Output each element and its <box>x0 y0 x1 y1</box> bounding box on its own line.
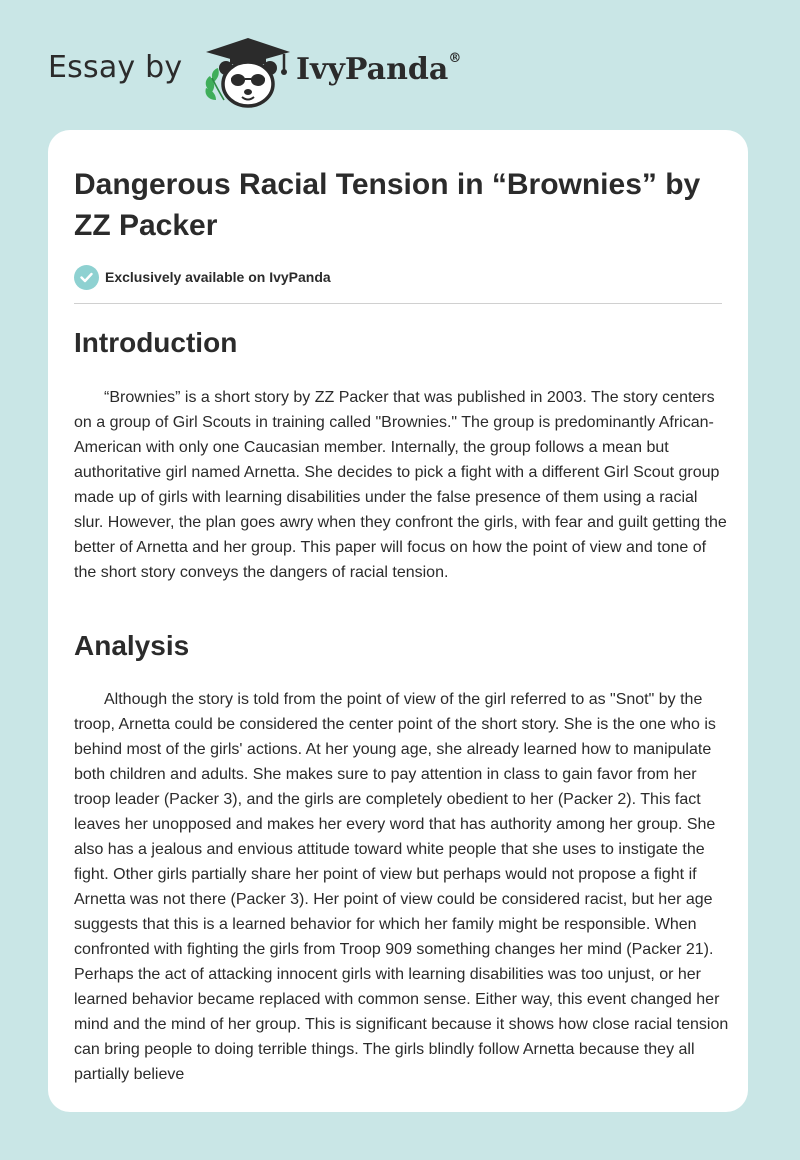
site-header <box>0 0 800 120</box>
essay-card <box>48 130 748 1112</box>
exclusive-badge-label: Exclusively available on IvyPanda <box>105 269 331 285</box>
title-divider <box>74 303 722 304</box>
exclusive-badge <box>74 264 331 290</box>
section-heading-analysis: Analysis <box>74 630 190 661</box>
section-paragraph-introduction: “Brownies” is a short story by ZZ Packer that was published in 2003. The story centers on a group of Girl Scouts in training called "Brownies." The group is predominantly African-American with only one Caucasian member. Internally, the group follows a mean but authoritative girl named Arnetta. She decides to pick a fight with a different Girl Scout group made up of girls with learning disabilities under the false presence of them using a racial slur. However, the plan goes awry when they confront the girls, with fear and guilt getting the better of Arnetta and her group. This paper will focus on how the point of view and tone of the short story conveys the dangers of racial tension. <box>74 389 727 581</box>
brand-name[interactable] <box>296 52 461 87</box>
essay-title: Dangerous Racial Tension in “Brownies” by ZZ Packer <box>74 168 701 242</box>
section-heading-introduction: Introduction <box>74 327 238 358</box>
panda-logo-icon[interactable] <box>198 34 298 110</box>
registered-mark: ® <box>448 51 462 66</box>
brand-text: IvyPanda <box>296 52 449 87</box>
section-paragraph-analysis: Although the story is told from the point of view of the girl referred to as "Snot" by the troop, Arnetta could be considered the center point of the short story. She is the one who is behind most of the girls' actions. At her young age, she already learned how to manipulate both children and adults. She makes sure to pay attention in class to gain favor from her troop leader (Packer 3), and the girls are completely obedient to her (Packer 2). This fact leaves her unopposed and makes her every word that has authority among her group. She also has a jealous and envious attitude toward white people that she uses to instigate the fight. Other girls partially share her point of view but perhaps would not propose a fight if Arnetta was not there (Packer 3). Her point of view could be considered racist, but her age suggests that this is a learned behavior for which her family might be responsible. When confronted with fighting the girls from Troop 909 something changes her mind (Packer 21). Perhaps the act of attacking innocent girls with learning disabilities was too unjust, or her learned behavior became replaced with common sense. Either way, this event changed her mind and the mind of her group. This is significant because it shows how close racial tension can bring people to doing terrible things. The girls blindly follow Arnetta because they all partially believe <box>74 691 729 1083</box>
essay-by-label: Essay by <box>48 50 183 85</box>
check-circle-icon <box>74 265 99 290</box>
panda-face-icon <box>219 61 277 106</box>
